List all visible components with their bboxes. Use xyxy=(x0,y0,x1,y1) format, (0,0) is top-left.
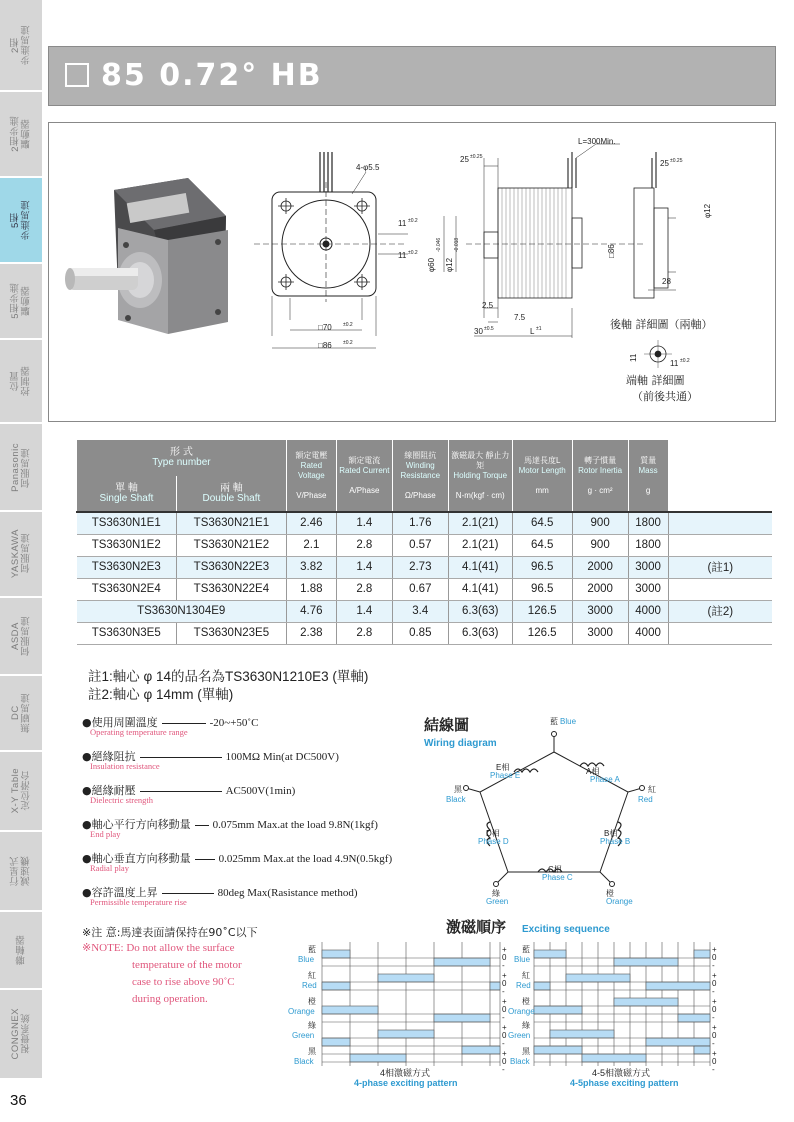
svg-text:-: - xyxy=(712,1013,715,1022)
p45-title-en: 4-5phase exciting pattern xyxy=(570,1078,679,1088)
svg-text:0: 0 xyxy=(712,979,717,988)
table-header-row-1 xyxy=(77,440,773,476)
phase-c-en: Phase C xyxy=(542,873,573,882)
wire-red-cn: 紅 xyxy=(648,785,656,794)
sq86-label: □86 xyxy=(318,341,332,350)
wire-green-cn: 綠 xyxy=(492,889,500,898)
wiring-title-en: Wiring diagram xyxy=(424,738,497,749)
svg-text:0: 0 xyxy=(712,1005,717,1014)
phase-b-cn: B相 xyxy=(604,829,618,838)
phase-d-cn: D相 xyxy=(486,829,500,838)
phase-d-en: Phase D xyxy=(478,837,509,846)
sidebar-tab-gearbox[interactable]: 行星式 減速機 xyxy=(0,832,42,912)
svg-text:+: + xyxy=(712,971,717,980)
page-title-text: 85 0.72° HB xyxy=(101,58,323,93)
sq70-label: □70 xyxy=(318,323,332,332)
p45-wire-blue-en: Blue xyxy=(514,955,531,964)
table-row: TS3630N1E1 TS3630N21E1 2.46 1.4 1.76 2.1(21) 64.5 900 1800 xyxy=(77,512,773,534)
dimension-drawings xyxy=(48,122,776,422)
p45-title-cn: 4-5相激磁方式 xyxy=(592,1068,651,1078)
p4-title-en: 4-phase exciting pattern xyxy=(354,1078,458,1088)
svg-text:-: - xyxy=(712,1039,715,1048)
svg-text:-: - xyxy=(712,961,715,970)
th-torque: 激磁最大 靜止力矩 Holding Torque N-m(kgf · cm) xyxy=(448,440,512,512)
dim-25: 25 xyxy=(460,155,469,164)
dim-2-5: 2.5 xyxy=(482,301,494,310)
p4-wire-blue-cn: 藍 xyxy=(308,945,316,954)
wire-blue-en: Blue xyxy=(560,717,577,726)
svg-text:-: - xyxy=(502,961,505,970)
phase-e-en: Phase E xyxy=(490,771,521,780)
th-mass: 質量 Mass g xyxy=(628,440,668,512)
svg-text:+: + xyxy=(502,1023,507,1032)
svg-text:-: - xyxy=(502,1065,505,1074)
table-row: TS3630N2E4 TS3630N22E4 1.88 2.8 0.67 4.1(41) 96.5 2000 3000 xyxy=(77,578,773,600)
svg-text:-: - xyxy=(712,1065,715,1074)
wire-blue-cn: 藍 xyxy=(550,717,558,726)
p45-signs xyxy=(712,945,717,1074)
p4-wire-orange-en: Orange xyxy=(288,1007,315,1016)
dim-11b: 11 xyxy=(398,251,407,260)
sidebar xyxy=(0,0,42,1122)
sidebar-tab-coupling[interactable]: 聯軸器 xyxy=(0,912,42,990)
dim-25-rear: 25 xyxy=(660,159,669,168)
exciting-title-cn: 激磁順序 xyxy=(446,918,507,936)
wire-orange-en: Orange xyxy=(606,897,633,906)
p45-wire-blue-cn: 藍 xyxy=(522,945,530,954)
phase-a-cn: A相 xyxy=(586,767,600,776)
th-length: 馬達長度L Motor Length mm xyxy=(512,440,572,512)
holes-label: 4-φ5.5 xyxy=(356,163,380,172)
wire-orange-cn: 橙 xyxy=(606,889,614,898)
phase-c-cn: C相 xyxy=(548,865,562,874)
svg-text:0: 0 xyxy=(502,1005,507,1014)
wire-black-cn: 黑 xyxy=(454,785,462,794)
table-row: TS3630N1304E9 4.76 1.4 3.4 6.3(63) 126.5 3000 4000 (註2) xyxy=(77,600,773,622)
sq86-side: □86 xyxy=(607,244,616,258)
svg-text:+: + xyxy=(502,997,507,1006)
sidebar-tab-5phase-driver[interactable]: 5相步進 驅動器 xyxy=(0,264,42,340)
note-2: 註2:軸心 φ 14mm (單軸) xyxy=(88,687,234,702)
dim-L: L xyxy=(530,327,535,336)
svg-text:+: + xyxy=(712,945,717,954)
svg-text:0: 0 xyxy=(712,1031,717,1040)
pattern-4-phase xyxy=(322,942,500,1066)
p4-wire-red-cn: 紅 xyxy=(308,971,316,980)
phase-a-en: Phase A xyxy=(590,775,620,784)
note-1: 註1:軸心 φ 14的品名為TS3630N1210E3 (單軸) xyxy=(88,669,369,684)
svg-text:+: + xyxy=(502,971,507,980)
svg-text:+: + xyxy=(502,1049,507,1058)
svg-text:-: - xyxy=(502,1013,505,1022)
end-detail-subtitle: （前後共通） xyxy=(632,390,698,403)
phase-e-cn: E相 xyxy=(496,763,510,772)
tol-25-rear: ±0.25 xyxy=(670,158,683,164)
wiring-diagram xyxy=(420,712,680,908)
p4-wire-orange-cn: 橙 xyxy=(308,997,316,1006)
svg-text:0: 0 xyxy=(502,1057,507,1066)
svg-text:+: + xyxy=(712,997,717,1006)
sidebar-tab-5phase-motor[interactable]: 5相 步進馬達 xyxy=(0,178,42,264)
sidebar-tab-congnex[interactable]: CONGNEX 視覺系統 xyxy=(0,990,42,1080)
svg-text:0: 0 xyxy=(712,953,717,962)
sidebar-tab-dc-brushless[interactable]: DC 無刷馬達 xyxy=(0,676,42,752)
page-header xyxy=(48,46,776,106)
temperature-warning: ※注 意:馬達表面請保持在90˚C以下 ※NOTE: Do not allow the surface temperature of the motor case to rise above 90˚C during operation. xyxy=(82,926,258,1005)
sidebar-tab-position-controller[interactable]: 位置 控制器 xyxy=(0,340,42,424)
svg-text:+: + xyxy=(712,1023,717,1032)
sidebar-tab-asda[interactable]: ASDA 伺服馬達 xyxy=(0,598,42,676)
pattern-4-5-phase xyxy=(534,942,710,1066)
lead-label: L=300Min. xyxy=(578,137,616,146)
dim-30: 30 xyxy=(474,327,483,336)
page-title xyxy=(65,58,323,93)
prop-insulation-resistance: ●絕緣阻抗 100MΩ Min(at DC500V) Insulation resistance xyxy=(82,750,339,771)
p45-wire-green-cn: 綠 xyxy=(522,1021,530,1030)
svg-text:+: + xyxy=(712,1049,717,1058)
prop-operating-temp: ●使用周圍溫度 -20~+50˚C Operating temperature range xyxy=(82,716,259,737)
phase-b-en: Phase B xyxy=(600,837,631,846)
p4-wire-black-cn: 黑 xyxy=(308,1047,316,1056)
sidebar-tab-yaskawa[interactable]: YASKAWA 伺服馬達 xyxy=(0,512,42,598)
svg-text:-: - xyxy=(502,987,505,996)
side-view xyxy=(444,144,646,338)
p4-wire-red-en: Red xyxy=(302,981,317,990)
sidebar-tab-2phase-driver[interactable]: 2相步進 驅動器 xyxy=(0,92,42,178)
prop-end-play: ●軸心平行方向移動量 0.075mm Max.at the load 9.8N(1kgf) End play xyxy=(82,818,378,839)
th-note xyxy=(668,440,772,512)
svg-text:+: + xyxy=(502,945,507,954)
prop-temperature-rise: ●容許溫度上昇 80deg Max(Rasistance method) Permissible temperature rise xyxy=(82,886,358,907)
dim-7-5: 7.5 xyxy=(514,313,526,322)
sidebar-tab-xy-table[interactable]: X-Y Table 定位滑台 xyxy=(0,752,42,832)
svg-text:0: 0 xyxy=(712,1057,717,1066)
end-shaft-view xyxy=(644,340,672,368)
tol-11a: ±0.2 xyxy=(408,218,418,224)
sidebar-tab-2phase-motor[interactable]: 2相 步進馬達 xyxy=(0,0,42,92)
dim-11a: 11 xyxy=(398,219,407,228)
tol-sq70: ±0.2 xyxy=(343,322,353,328)
end-detail-title: 端軸 詳細圖 xyxy=(626,374,685,387)
notes xyxy=(88,668,368,704)
sidebar-tab-panasonic[interactable]: Panasonic 伺服馬達 xyxy=(0,424,42,512)
rear-detail-title: 後軸 詳細圖（兩軸） xyxy=(610,318,713,331)
tol-30: ±0.5 xyxy=(484,326,494,332)
svg-text:-: - xyxy=(712,987,715,996)
end-dim-a: 11 xyxy=(629,353,638,362)
wire-green-en: Green xyxy=(486,897,509,906)
svg-text:0: 0 xyxy=(502,953,507,962)
square-icon xyxy=(65,63,89,87)
p45-wire-red-cn: 紅 xyxy=(522,971,530,980)
table-row: TS3630N2E3 TS3630N22E3 3.82 1.4 2.73 4.1(41) 96.5 2000 3000 (註1) xyxy=(77,556,773,578)
svg-text:0: 0 xyxy=(502,1031,507,1040)
wiring-title-cn: 結線圖 xyxy=(424,716,470,734)
tol-L: ±1 xyxy=(536,326,542,332)
page-number: 36 xyxy=(10,1092,27,1109)
p4-signs xyxy=(502,945,507,1074)
p45-wire-black-en: Black xyxy=(510,1057,530,1066)
tol-end-b: ±0.2 xyxy=(680,358,690,364)
th-current: 額定電流 Rated Current A/Phase xyxy=(336,440,392,512)
p4-wire-green-en: Green xyxy=(292,1031,315,1040)
th-inertia: 轉子慣量 Rotor Inertia g · cm² xyxy=(572,440,628,512)
tol-25: ±0.25 xyxy=(470,154,483,160)
p4-title-cn: 4相激磁方式 xyxy=(380,1068,431,1078)
p4-wire-green-cn: 綠 xyxy=(308,1021,316,1030)
th-type: 形 式 Type number xyxy=(77,440,287,476)
prop-dielectric-strength: ●絕緣耐壓 AC500V(1min) Dielectric strength xyxy=(82,784,296,805)
spec-table xyxy=(76,440,772,645)
dia-60: φ60 xyxy=(427,257,436,272)
th-single: 單 軸 Single Shaft xyxy=(77,476,177,512)
svg-text:-: - xyxy=(502,1039,505,1048)
tol-sq86: ±0.2 xyxy=(343,340,353,346)
table-row: TS3630N1E2 TS3630N21E2 2.1 2.8 0.57 2.1(21) 64.5 900 1800 xyxy=(77,534,773,556)
exciting-title-en: Exciting sequence xyxy=(522,924,610,935)
th-double: 兩 軸 Double Shaft xyxy=(176,476,286,512)
exciting-sequence xyxy=(280,912,720,1092)
svg-text:0: 0 xyxy=(502,979,507,988)
th-voltage: 額定電壓 Rated Voltage V/Phase xyxy=(286,440,336,512)
wire-black-en: Black xyxy=(446,795,466,804)
th-resistance: 線圈阻抗 Winding Resistance Ω/Phase xyxy=(392,440,448,512)
dim-28: 28 xyxy=(662,277,671,286)
front-view xyxy=(254,152,408,348)
p4-wire-blue-en: Blue xyxy=(298,955,315,964)
p45-wire-black-cn: 黑 xyxy=(522,1047,530,1056)
p45-wire-orange-cn: 橙 xyxy=(522,997,530,1006)
dia-12-tol: -0.018 xyxy=(454,237,460,252)
dia-12-rear: φ12 xyxy=(703,203,712,218)
dia-60-tol: -0.046 xyxy=(436,237,442,252)
p45-wire-red-en: Red xyxy=(516,981,531,990)
prop-radial-play: ●軸心垂直方向移動量 0.025mm Max.at the load 4.9N(0.5kgf) Radial play xyxy=(82,852,393,873)
wire-red-en: Red xyxy=(638,795,653,804)
p45-wire-green-en: Green xyxy=(508,1031,531,1040)
tol-11b: ±0.2 xyxy=(408,250,418,256)
end-dim-b: 11 xyxy=(670,359,679,368)
table-row: TS3630N3E5 TS3630N23E5 2.38 2.8 0.85 6.3(63) 126.5 3000 4000 xyxy=(77,622,773,644)
p4-wire-black-en: Black xyxy=(294,1057,314,1066)
p45-wire-orange-en: Orange xyxy=(508,1007,535,1016)
dia-12: φ12 xyxy=(445,257,454,272)
